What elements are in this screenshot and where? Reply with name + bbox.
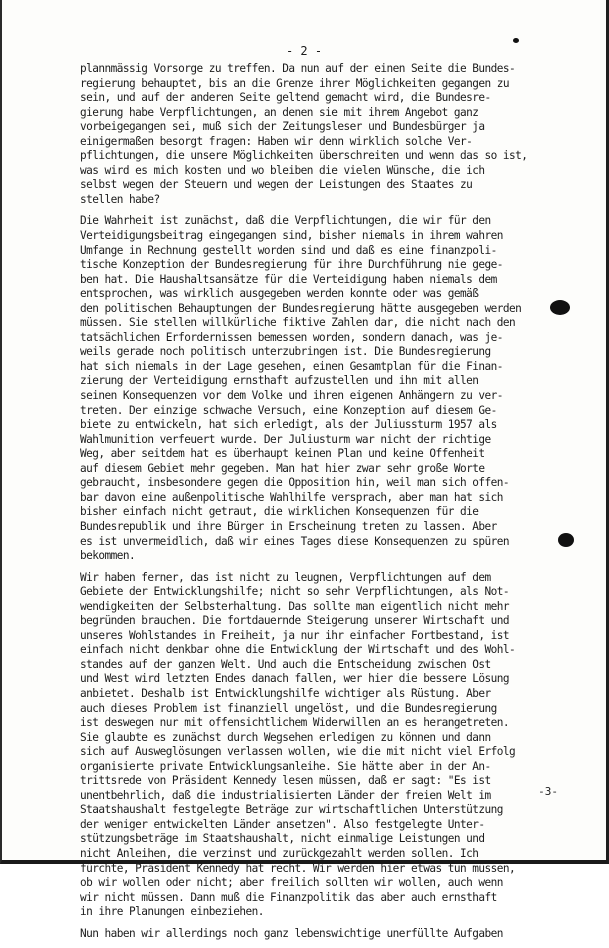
text-line: vorbeigegangen sei, muß sich der Zeitungsleser und Bundesbürger ja xyxy=(80,120,485,134)
text-line: anbietet. Deshalb ist Entwicklungshilfe wichtiger als Rüstung. Aber xyxy=(80,686,491,700)
text-line: zierung der Verteidigung ernsthaft aufzustellen und ihn mit allen xyxy=(80,374,479,388)
text-line: gebraucht, insbesondere gegen die Opposition hin, weil man sich offen- xyxy=(80,476,510,490)
ink-blot-top xyxy=(513,38,519,43)
text-line: Bundesrepublik und ihre Bürger in Erscheinung treten zu lassen. Aber xyxy=(80,519,497,533)
text-line: Wir haben ferner, das ist nicht zu leugnen, Verpflichtungen auf dem xyxy=(80,570,491,584)
text-line: einigermaßen besorgt fragen: Haben wir denn wirklich solche Ver- xyxy=(80,134,473,148)
text-line: ist deswegen nur mit offensichtlichem Widerwillen an es herangetreten. xyxy=(80,716,510,730)
text-line: gierung habe Verpflichtungen, an denen sie mit ihrem Angebot ganz xyxy=(80,105,479,119)
text-line: bisher einfach nicht getraut, die wirklichen Konsequenzen für die xyxy=(80,505,479,519)
text-line: Die Wahrheit ist zunächst, daß die Verpflichtungen, die wir für den xyxy=(80,214,491,228)
text-line: weils gerade noch politisch unterzubringen ist. Die Bundesregierung xyxy=(80,345,491,359)
text-line: bekommen. xyxy=(80,549,136,563)
text-line: wir nicht müssen. Dann muß die Finanzpolitik das aber auch ernsthaft xyxy=(80,890,497,904)
text-line: stellen habe? xyxy=(80,192,160,206)
text-line: biete zu entwickeln, hat sich erledigt, als der Juliussturm 1957 als xyxy=(80,418,497,432)
text-line: entsprochen, was wirklich ausgegeben werden konnte oder was gemäß xyxy=(80,287,479,301)
text-line: ben hat. Die Haushaltsansätze für die Verteidigung haben niemals dem xyxy=(80,272,497,286)
text-line: einfach nicht denkbar ohne die Entwicklung der Wirtschaft und des Wohl- xyxy=(80,643,516,657)
text-line: regierung behauptet, bis an die Grenze ihrer Möglichkeiten gegangen zu xyxy=(80,76,510,90)
text-line: treten. Der einzige schwache Versuch, eine Konzeption auf diesem Ge- xyxy=(80,403,497,417)
paragraph xyxy=(80,214,574,563)
text-line: organisierte private Entwicklungsanleihe. Sie hätte aber in der An- xyxy=(80,759,491,773)
text-line: plannmässig Vorsorge zu treffen. Da nun auf der einen Seite die Bundes- xyxy=(80,62,516,75)
text-line: tatsächlichen Erfordernissen bemessen worden, sondern danach, was je- xyxy=(80,330,503,344)
text-line: stützungsbeträge im Staatshaushalt, nicht einmalige Leistungen und xyxy=(80,832,485,846)
text-line: Sie glaubte es zunächst durch Wegsehen erledigen zu können und dann xyxy=(80,730,491,744)
text-line: unentbehrlich, daß die industrialisierten Länder der freien Welt im xyxy=(80,788,491,802)
text-line: es ist unvermeidlich, daß wir eines Tages diese Konsequenzen zu spüren xyxy=(80,534,510,548)
paragraph xyxy=(80,927,574,942)
text-line: bar davon eine außenpolitische Wahlhilfe versprach, aber man hat sich xyxy=(80,490,503,504)
text-line: sein, und auf der anderen Seite geltend gemacht wird, die Bundesre- xyxy=(80,91,491,105)
text-line: ob wir wollen oder nicht; aber freilich sollten wir wollen, auch wenn xyxy=(80,876,503,890)
page-number: - 2 - xyxy=(285,44,323,58)
text-line: nicht Anleihen, die verzinst und zurückgezahlt werden sollen. Ich xyxy=(80,846,479,860)
text-line: standes auf der ganzen Welt. Und auch die Entscheidung zwischen Ost xyxy=(80,657,491,671)
text-line: Umfange in Rechnung gestellt worden sind und daß es eine finanzpoli- xyxy=(80,243,497,257)
text-line: den politischen Behauptungen der Bundesregierung hätte ausgegeben werden xyxy=(80,301,522,315)
text-line: der weniger entwickelten Länder ansetzen". Also festgelegte Unter- xyxy=(80,817,485,831)
text-line: unseres Wohlstandes in Freiheit, ja nur ihr einfacher Fortbestand, ist xyxy=(80,628,510,642)
text-line: tische Konzeption der Bundesregierung für ihre Durchführung nie gege- xyxy=(80,258,503,272)
text-line: trittsrede von Präsident Kennedy lesen müssen, daß er sagt: "Es ist xyxy=(80,774,491,788)
text-line: selbst wegen der Steuern und wegen der Leistungen des Staates zu xyxy=(80,178,473,192)
text-line: Wahlmunition verfeuert wurde. Der Juliusturm war nicht der richtige xyxy=(80,432,491,446)
text-line: wendigkeiten der Selbsterhaltung. Das sollte man eigentlich nicht mehr xyxy=(80,599,510,613)
text-line: hat sich niemals in der Lage gesehen, einen Gesamtplan für die Finan- xyxy=(80,359,503,373)
text-line: was wird es mich kosten und wo bleiben die vielen Wünsche, die ich xyxy=(80,163,485,177)
text-line: sich auf Ausweglösungen verlassen wollen, wie die mit nicht viel Erfolg xyxy=(80,745,516,759)
text-line: fürchte, Präsident Kennedy hat recht. Wir werden hier etwas tun müssen, xyxy=(80,861,516,875)
text-line: Weg, aber seitdem hat es überhaupt keinen Plan und keine Offenheit xyxy=(80,447,485,461)
next-page-marker: -3- xyxy=(538,785,558,798)
text-line: seinen Konsequenzen vor dem Volke und ihren eigenen Anhängern zu ver- xyxy=(80,389,503,403)
text-line: Verteidigungsbeitrag eingegangen sind, bisher niemals in ihrem wahren xyxy=(80,229,503,243)
text-line: auf diesem Gebiet mehr gegeben. Man hat hier zwar sehr große Worte xyxy=(80,461,485,475)
text-line: begründen brauchen. Die fortdauernde Steigerung unserer Wirtschaft und xyxy=(80,614,510,628)
paragraph xyxy=(80,62,574,207)
paragraph xyxy=(80,571,574,920)
text-line: Gebiete der Entwicklungshilfe; nicht so sehr Verpflichtungen, als Not- xyxy=(80,585,510,599)
text-line: und West wird letzten Endes danach fallen, wer hier die bessere Lösung xyxy=(80,672,510,686)
document-body xyxy=(80,62,574,948)
text-line: in ihre Planungen einbeziehen. xyxy=(80,905,264,919)
text-line: Nun haben wir allerdings noch ganz lebenswichtige unerfüllte Aufgaben xyxy=(80,926,503,940)
text-line: müssen. Sie stellen willkürliche fiktive Zahlen dar, die nicht nach den xyxy=(80,316,516,330)
text-line: pflichtungen, die unsere Möglichkeiten überschreiten und wenn das so ist, xyxy=(80,149,528,163)
text-line: Staatshaushalt festgelegte Beträge zur wirtschaftlichen Unterstützung xyxy=(80,803,503,817)
text-line: auch dieses Problem ist finanziell ungelöst, und die Bundesregierung xyxy=(80,701,497,715)
